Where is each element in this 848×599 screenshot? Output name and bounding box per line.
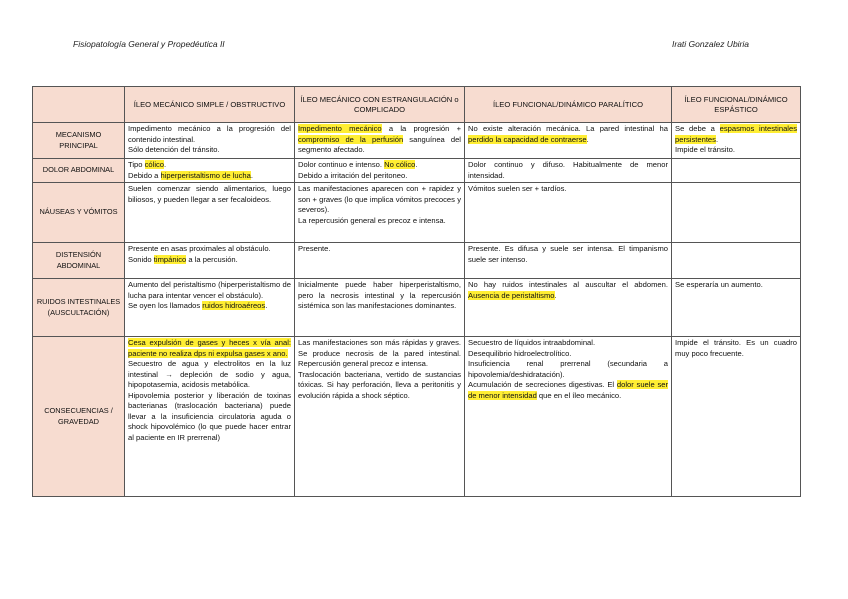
header-course-title: Fisiopatología General y Propedéutica II — [73, 39, 225, 49]
cell-paragraph — [128, 280, 291, 301]
cell-text: Aumento del peristaltismo (hiperperistaltismo de lucha para intentar vencer el obstáculo). — [128, 280, 291, 300]
cell-text: sanguínea del segmento afectado. — [298, 134, 461, 154]
cell-paragraph — [298, 338, 461, 370]
cell-paragraph — [128, 160, 291, 171]
cell-consecuencias-mecanico-simple — [125, 337, 295, 497]
cell-paragraph — [468, 160, 668, 181]
cell-paragraph — [128, 338, 291, 359]
cell-text: Tipo — [128, 160, 145, 169]
cell-text: . — [586, 134, 589, 144]
cell-nauseas-mecanico-simple — [125, 183, 295, 243]
cell-text: Dolor continuo y difuso. Habitualmente de menor intensidad. — [468, 160, 668, 180]
cell-text: Dolor continuo e intenso. — [298, 160, 385, 169]
cell-text: Inicialmente puede haber hiperperistaltismo, pero la necrosis intestinal y la repercusión sistémica son las manifestaciones dominantes. — [298, 280, 461, 310]
cell-paragraph — [298, 171, 461, 182]
header-cell-funcional-espastico: ÍLEO FUNCIONAL/DINÁMICO ESPÁSTICO — [672, 87, 801, 123]
cell-paragraph — [468, 349, 668, 360]
cell-text: a la progresión + — [381, 124, 462, 133]
cell-text: Suelen comenzar siendo alimentarios, luego biliosos, y pueden llegar a ser fecaloideos. — [128, 184, 291, 204]
cell-text: . — [415, 160, 418, 169]
highlighted-text: Impedimento mecánico — [298, 124, 382, 133]
cell-paragraph — [675, 124, 797, 145]
row-label-distension: DISTENSIÓN ABDOMINAL — [33, 243, 125, 279]
cell-paragraph — [298, 244, 461, 255]
highlighted-text: cólico — [144, 160, 165, 169]
table-row-dolor — [33, 159, 801, 183]
cell-ruidos-funcional-espastico — [672, 279, 801, 337]
cell-text: Presente en asas proximales al obstáculo. — [128, 244, 271, 253]
cell-paragraph — [128, 171, 291, 182]
cell-text: . — [250, 170, 253, 180]
cell-text: Acumulación de secreciones digestivas. El — [468, 380, 617, 389]
highlighted-text: Cesa expulsión de gases y heces x vía anal: paciente no realiza dps ni expulsa gases x ano. — [128, 338, 291, 358]
cell-distension-funcional-paralitico — [465, 243, 672, 279]
cell-text: Impide el tránsito. Es un cuadro muy poco frecuente. — [675, 338, 797, 358]
cell-consecuencias-funcional-espastico — [672, 337, 801, 497]
cell-paragraph — [128, 124, 291, 145]
cell-paragraph — [468, 338, 668, 349]
cell-distension-mecanico-simple — [125, 243, 295, 279]
highlighted-text: compromiso de la perfusión — [298, 134, 404, 144]
cell-ruidos-mecanico-simple — [125, 279, 295, 337]
cell-paragraph — [128, 244, 291, 255]
cell-text: Insuficiencia renal prerrenal (secundaria a hipovolemia/deshidratación). — [468, 359, 668, 379]
cell-text: Sonido — [128, 254, 154, 264]
cell-paragraph — [468, 184, 668, 195]
highlighted-text: hiperperistaltismo de lucha — [160, 170, 251, 180]
cell-text: . — [554, 290, 557, 300]
cell-text: . — [265, 301, 268, 310]
cell-paragraph — [468, 380, 668, 401]
cell-consecuencias-funcional-paralitico — [465, 337, 672, 497]
table-row-distension — [33, 243, 801, 279]
cell-paragraph — [675, 280, 797, 291]
cell-text: Impide el tránsito. — [675, 145, 735, 154]
cell-mecanismo-mecanico-estrangulacion — [295, 123, 465, 159]
row-label-dolor: DOLOR ABDOMINAL — [33, 159, 125, 183]
row-label-consecuencias: CONSECUENCIAS / GRAVEDAD — [33, 337, 125, 497]
cell-paragraph — [298, 216, 461, 227]
table-row-ruidos — [33, 279, 801, 337]
cell-paragraph — [298, 280, 461, 312]
cell-text: . — [164, 160, 167, 169]
cell-paragraph — [298, 124, 461, 156]
header-cell-mecanico-simple: ÍLEO MECÁNICO SIMPLE / OBSTRUCTIVO — [125, 87, 295, 123]
cell-ruidos-mecanico-estrangulacion — [295, 279, 465, 337]
highlighted-text: No cólico — [384, 160, 416, 169]
row-label-mecanismo: MECANISMO PRINCIPAL — [33, 123, 125, 159]
cell-paragraph — [298, 184, 461, 216]
highlighted-text: perdido la capacidad de contraerse — [468, 134, 587, 144]
cell-dolor-mecanico-simple — [125, 159, 295, 183]
row-label-nauseas: NÁUSEAS Y VÓMITOS — [33, 183, 125, 243]
cell-text: No existe alteración mecánica. La pared intestinal ha — [468, 124, 668, 133]
table-row-mecanismo — [33, 123, 801, 159]
cell-ruidos-funcional-paralitico — [465, 279, 672, 337]
highlighted-text: Ausencia de peristaltismo — [468, 290, 555, 300]
cell-text: Se debe a — [675, 124, 720, 133]
cell-distension-funcional-espastico — [672, 243, 801, 279]
cell-text: Las manifestaciones aparecen con + rapidez y son + graves (lo que implica vómitos precoces y severos). — [298, 184, 461, 214]
highlighted-text: dolor suele ser de menor intensidad — [468, 380, 669, 400]
cell-paragraph — [675, 338, 797, 359]
cell-paragraph — [128, 359, 291, 391]
cell-text: Las manifestaciones son más rápidas y graves. Se produce necrosis de la pared intestinal. Repercusión general precoz e intensa. — [298, 338, 461, 368]
cell-text: Vómitos suelen ser + tardíos. — [468, 184, 567, 193]
cell-mecanismo-mecanico-simple — [125, 123, 295, 159]
highlighted-text: timpánico — [153, 254, 187, 264]
cell-paragraph — [468, 124, 668, 145]
table-row-consecuencias — [33, 337, 801, 497]
cell-paragraph — [675, 145, 797, 156]
cell-nauseas-mecanico-estrangulacion — [295, 183, 465, 243]
cell-text: Hipovolemia posterior y liberación de toxinas bacterianas (traslocación bacteriana) puede llevar a la insuficiencia circulatoria aguda o shock hipovolémico (lo que puede hacer entrar al paciente en IR prerrenal) — [128, 390, 291, 442]
header-cell-funcional-paralitico: ÍLEO FUNCIONAL/DINÁMICO PARALÍTICO — [465, 87, 672, 123]
header-author: Irati Gonzalez Ubiria — [672, 39, 750, 49]
cell-mecanismo-funcional-paralitico — [465, 123, 672, 159]
cell-consecuencias-mecanico-estrangulacion — [295, 337, 465, 497]
ileus-comparison-table — [32, 86, 801, 497]
highlighted-text: ruidos hidroaéreos — [202, 301, 266, 310]
cell-text: Secuestro de líquidos intraabdominal. — [468, 338, 596, 347]
header-cell-corner — [33, 87, 125, 123]
table-row-nauseas — [33, 183, 801, 243]
cell-text: Se esperaría un aumento. — [675, 280, 763, 289]
cell-dolor-funcional-espastico — [672, 159, 801, 183]
cell-text: Sólo detención del tránsito. — [128, 145, 220, 154]
cell-paragraph — [128, 255, 291, 266]
cell-text: Traslocación bacteriana, vertido de sustancias tóxicas. Si hay perforación, lleva a peritonitis y evolución rápida a shock séptico. — [298, 369, 461, 400]
cell-text: Secuestro de agua y electrolitos en la luz intestinal → depleción de sodio y agua, hipopotasemia, acidosis metabólica. — [128, 359, 291, 389]
cell-dolor-funcional-paralitico — [465, 159, 672, 183]
cell-text: Debido a irritación del peritoneo. — [298, 170, 408, 180]
cell-paragraph — [128, 301, 291, 312]
cell-paragraph — [468, 280, 668, 301]
cell-paragraph — [298, 370, 461, 402]
highlighted-text: espasmos intestinales persistentes — [675, 124, 798, 144]
cell-paragraph — [128, 391, 291, 444]
header-cell-mecanico-estrangulacion: ÍLEO MECÁNICO CON ESTRANGULACIÓN o COMPLICADO — [295, 87, 465, 123]
cell-paragraph — [298, 160, 461, 171]
cell-text: Debido a — [128, 170, 161, 180]
cell-text: a la percusión. — [186, 254, 238, 264]
cell-text: . — [715, 134, 719, 144]
cell-dolor-mecanico-estrangulacion — [295, 159, 465, 183]
cell-nauseas-funcional-espastico — [672, 183, 801, 243]
cell-paragraph — [468, 359, 668, 380]
cell-text: Presente. Es difusa y suele ser intensa. El timpanismo suele ser intenso. — [468, 244, 668, 264]
cell-distension-mecanico-estrangulacion — [295, 243, 465, 279]
cell-text: Impedimento mecánico a la progresión del contenido intestinal. — [128, 124, 291, 144]
row-label-ruidos: RUIDOS INTESTINALES (AUSCULTACIÓN) — [33, 279, 125, 337]
cell-nauseas-funcional-paralitico — [465, 183, 672, 243]
cell-text: No hay ruidos intestinales al auscultar el abdomen. — [468, 280, 668, 289]
cell-text: Se oyen los llamados — [128, 301, 203, 310]
cell-mecanismo-funcional-espastico — [672, 123, 801, 159]
cell-text: La repercusión general es precoz e intensa. — [298, 215, 446, 225]
cell-paragraph — [128, 145, 291, 156]
cell-paragraph — [468, 244, 668, 265]
table-header-row — [33, 87, 801, 123]
cell-text: Desequilibrio hidroelectrolítico. — [468, 348, 572, 358]
cell-text: Presente. — [298, 244, 331, 253]
cell-paragraph — [128, 184, 291, 205]
cell-text: que en el íleo mecánico. — [536, 390, 622, 400]
